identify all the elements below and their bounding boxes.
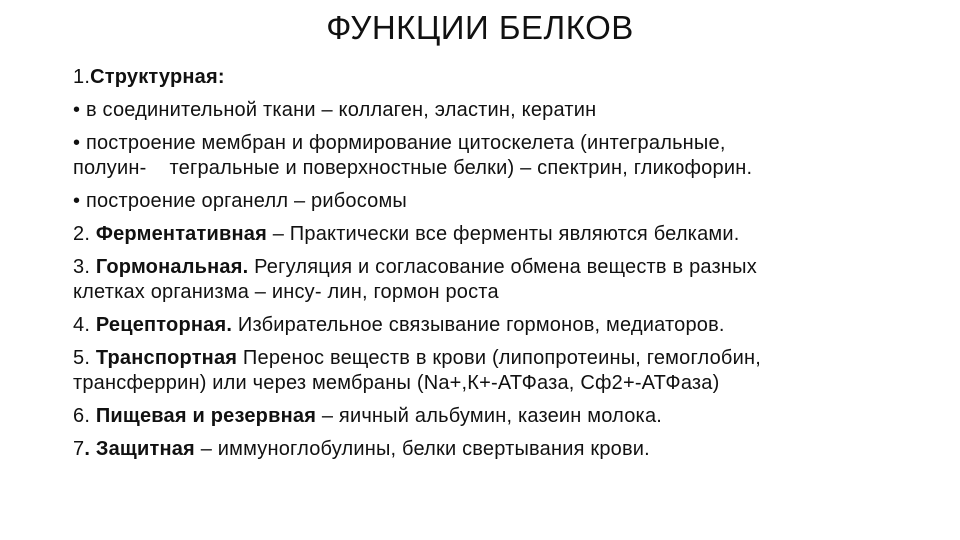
item-heading: Гормональная.	[95, 256, 249, 278]
bullet-item-membranes	[73, 131, 893, 181]
list-item-protective	[73, 437, 893, 462]
item-text-line-1: Регуляция и согласование обмена веществ в разных	[248, 256, 757, 278]
item-text: – яичный альбумин, казеин молока.	[316, 405, 663, 427]
bullet-item-organelles	[73, 189, 893, 214]
item-heading: Пищевая и резервная	[95, 405, 317, 427]
item-text-line-2: трансферрин) или через мембраны (Na+,К+-АТФаза, Сф2+-АТФаза)	[73, 372, 720, 394]
item-text: Избирательное связывание гормонов, медиаторов.	[232, 314, 725, 336]
functions-list	[73, 65, 893, 470]
list-item-nutritional	[73, 404, 893, 429]
list-item-transport	[73, 346, 893, 396]
list-item-enzymatic	[73, 222, 893, 247]
bullet-text-line-1: • построение мембран и формирование цитоскелета (интегральные,	[73, 132, 726, 154]
list-item-receptor	[73, 313, 893, 338]
item-number: 7	[73, 438, 85, 460]
list-item-hormonal	[73, 255, 893, 305]
bullet-item-connective-tissue	[73, 98, 893, 123]
item-heading: Транспортная	[95, 347, 238, 369]
item-number: 1.	[73, 66, 91, 88]
item-heading: Ферментативная	[95, 223, 267, 245]
item-number: 3.	[73, 256, 96, 278]
item-heading: Рецепторная.	[95, 314, 233, 336]
slide-title: ФУНКЦИИ БЕЛКОВ	[326, 9, 634, 46]
item-heading: Структурная:	[90, 66, 225, 88]
list-item-structural	[73, 65, 893, 90]
item-text: – иммуноглобулины, белки свертывания крови.	[194, 438, 650, 460]
bullet-text-line-2: полуин- тегральные и поверхностные белки) – спектрин, гликофорин.	[73, 157, 753, 179]
item-text-line-1: Перенос веществ в крови (липопротеины, гемоглобин,	[237, 347, 761, 369]
item-text-line-2: клетках организма – инсу- лин, гормон роста	[73, 281, 499, 303]
item-number: 5.	[73, 347, 96, 369]
item-number: 6.	[73, 405, 96, 427]
bullet-text: • построение органелл – рибосомы	[73, 190, 407, 212]
item-number: 2.	[73, 223, 96, 245]
item-text: – Практически все ферменты являются белками.	[266, 223, 740, 245]
item-heading: . Защитная	[84, 438, 195, 460]
item-number: 4.	[73, 314, 96, 336]
bullet-text: • в соединительной ткани – коллаген, эластин, кератин	[73, 99, 597, 121]
